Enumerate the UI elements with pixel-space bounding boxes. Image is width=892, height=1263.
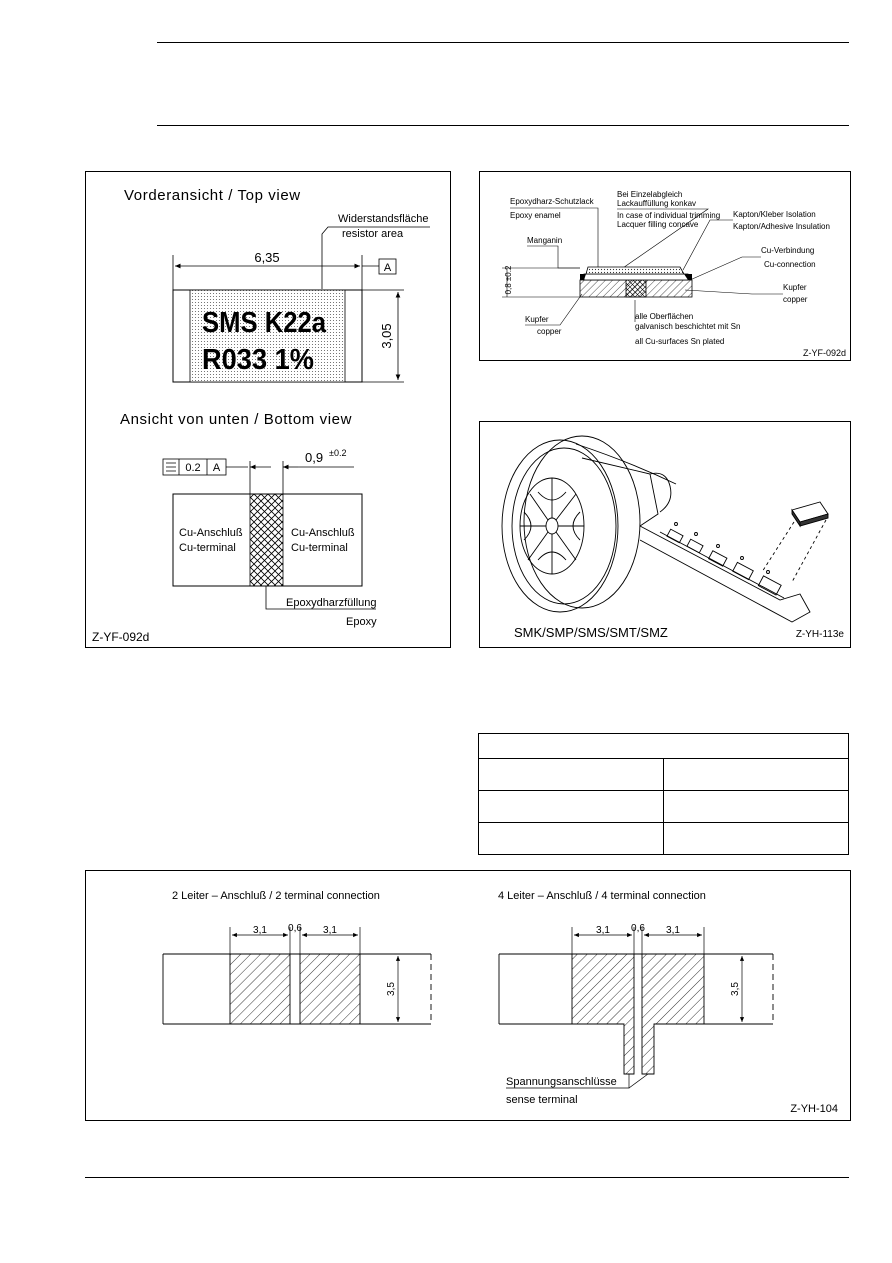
tolerance-value: 0.2: [185, 462, 201, 474]
table-column-divider: [663, 758, 664, 854]
surfaces-de2: galvanisch beschichtet mit Sn: [635, 322, 741, 331]
trim-note-de1: Bei Einzelabgleich: [617, 190, 683, 199]
top-view-title: Vorderansicht / Top view: [124, 187, 301, 204]
epoxy-label-de: Epoxydharzfüllung: [286, 597, 377, 609]
manganin-label: Manganin: [527, 236, 563, 245]
dimension-drawing-panel: [85, 171, 451, 648]
two-terminal-pad-left: [230, 954, 290, 1024]
four-terminal-height: 3,5: [730, 982, 741, 996]
trim-note-en1: In case of individual trimming: [617, 211, 721, 220]
right-terminal-de: Cu-Anschluß: [291, 527, 355, 539]
cross-section-panel: [479, 171, 851, 361]
sense-terminal-de: Spannungsanschlüsse: [506, 1076, 617, 1088]
datum-label: A: [383, 262, 392, 274]
tolerance-datum: A: [212, 462, 221, 474]
epoxy-enamel-en: Epoxy enamel: [510, 211, 561, 220]
two-terminal-pad-width-left: 3,1: [253, 925, 267, 936]
four-terminal-title: 4 Leiter – Anschluß / 4 terminal connection: [498, 890, 706, 902]
resistor-area-label-de: Widerstandsfläche: [338, 213, 429, 225]
two-terminal-gap: 0,6: [288, 923, 302, 934]
footer-rule: [85, 1177, 849, 1178]
epoxy-fill-area: [250, 494, 283, 586]
dimension-drawing: [86, 172, 452, 649]
cross-section-ref: Z-YF-092d: [802, 348, 846, 358]
trim-note-de2: Lackauffüllung konkav: [617, 199, 697, 208]
length-dimension: 6,35: [254, 250, 280, 265]
surfaces-en: all Cu-surfaces Sn plated: [635, 337, 725, 346]
height-dimension: 3,05: [379, 323, 394, 349]
footprint-panel: [85, 870, 851, 1121]
specification-table: [478, 733, 849, 855]
kapton-en: Kapton/Adhesive Insulation: [733, 222, 830, 231]
smd-component-icon: [762, 502, 828, 582]
gap-dimension: 0,9: [305, 450, 324, 465]
right-terminal-en: Cu-terminal: [291, 542, 348, 554]
two-terminal-pad-right: [300, 954, 360, 1024]
epoxy-label-en: Epoxy: [346, 616, 377, 628]
kapton-de: Kapton/Kleber Isolation: [733, 210, 816, 219]
reel-ref: Z-YH-113e: [795, 629, 844, 640]
footprint-drawing: [86, 871, 852, 1122]
cross-section-drawing: [480, 172, 852, 362]
copper-left-de: Kupfer: [525, 315, 549, 324]
gap-dimension-tolerance: ±0.2: [329, 448, 347, 458]
reel-caption: SMK/SMP/SMS/SMT/SMZ: [514, 625, 668, 640]
header-rule-bottom: [157, 125, 849, 126]
marking-line2: R033 1%: [202, 344, 315, 376]
tape-icon: [576, 444, 810, 622]
four-terminal-pad-right: [642, 954, 704, 1074]
resistor-area-label-en: resistor area: [342, 228, 404, 240]
copper-right-de: Kupfer: [783, 283, 807, 292]
four-terminal-pad-width-left: 3,1: [596, 925, 610, 936]
marking-line1: SMS K22a: [202, 307, 327, 339]
four-terminal-pad-left: [572, 954, 634, 1074]
epoxy-gap-fill: [626, 280, 646, 297]
two-terminal-height: 3,5: [386, 982, 397, 996]
four-terminal-pad-width-right: 3,1: [666, 925, 680, 936]
two-terminal-title: 2 Leiter – Anschluß / 2 terminal connection: [172, 890, 380, 902]
header-rule-top: [157, 42, 849, 43]
four-terminal-gap: 0,6: [631, 923, 645, 934]
drawing-ref: Z-YF-092d: [92, 630, 150, 644]
copper-left-en: copper: [537, 327, 562, 336]
trim-note-en2: Lacquer filling concave: [617, 220, 699, 229]
reel-panel: [479, 421, 851, 648]
left-terminal-en: Cu-terminal: [179, 542, 236, 554]
tape-reel-drawing: [480, 422, 852, 649]
surfaces-de1: alle Oberflächen: [635, 312, 694, 321]
left-terminal-de: Cu-Anschluß: [179, 527, 243, 539]
manganin-layer: [584, 274, 688, 280]
thickness-dimension: 0,8 ±0.2: [504, 265, 513, 295]
copper-right-en: copper: [783, 295, 808, 304]
epoxy-enamel-layer: [586, 267, 684, 274]
cu-connection-de: Cu-Verbindung: [761, 246, 815, 255]
reel-icon: [502, 436, 640, 612]
cu-connection-en: Cu-connection: [764, 260, 816, 269]
two-terminal-pad-width-right: 3,1: [323, 925, 337, 936]
bottom-view-title: Ansicht von unten / Bottom view: [120, 411, 353, 428]
footprint-ref: Z-YH-104: [790, 1103, 838, 1115]
epoxy-enamel-de: Epoxydharz-Schutzlack: [510, 197, 594, 206]
sense-terminal-en: sense terminal: [506, 1094, 578, 1106]
